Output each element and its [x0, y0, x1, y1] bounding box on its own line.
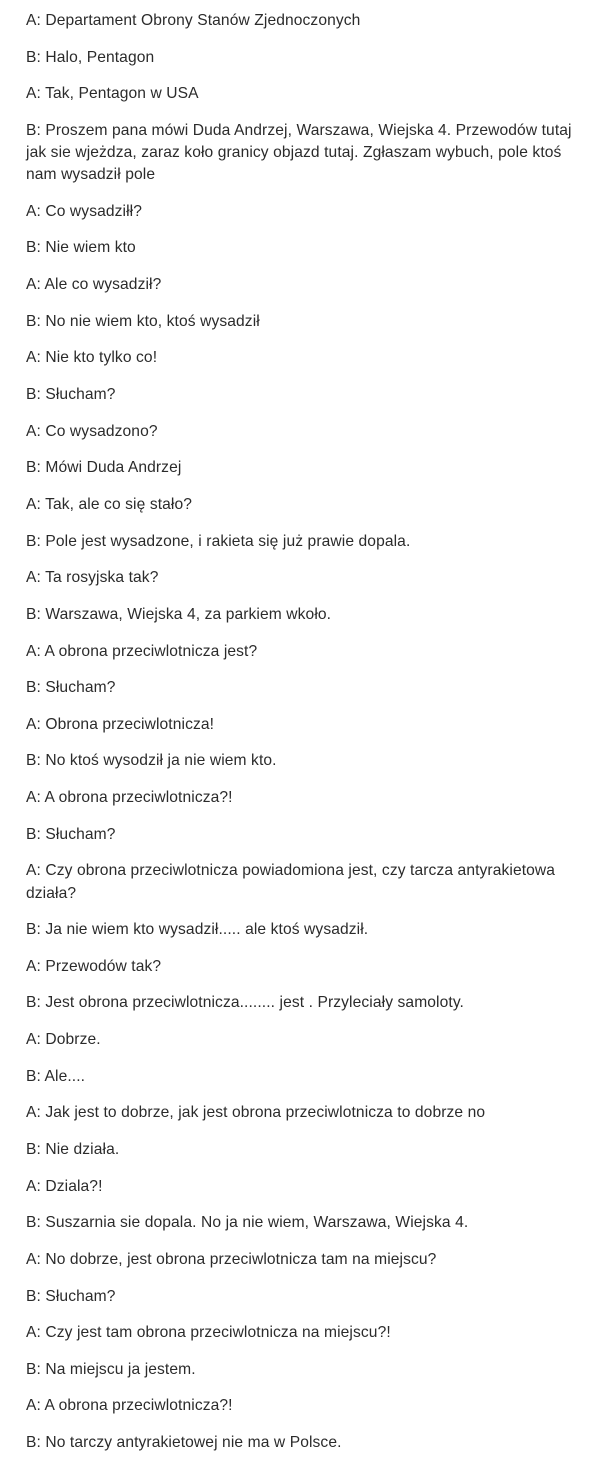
dialogue-line: B: Słucham? [26, 1287, 116, 1305]
dialogue-line: A: No dobrze, jest obrona przeciwlotnicza tam na miejscu? [26, 1250, 437, 1268]
dialogue-line: A: A obrona przeciwlotnicza?! [26, 789, 233, 807]
dialogue-line: B: No ktoś wysodził ja nie wiem kto. [26, 752, 277, 770]
dialogue-line: B: Nie wiem kto [26, 239, 136, 257]
dialogue-line: B: Halo, Pentagon [26, 48, 155, 66]
dialogue-line: B: Mówi Duda Andrzej [26, 459, 182, 477]
dialogue-line: A: Obrona przeciwlotnicza! [26, 715, 215, 733]
dialogue-transcript [26, 10, 578, 1454]
dialogue-line: A: Dziala?! [26, 1177, 103, 1195]
dialogue-line: A: Ta rosyjska tak? [26, 569, 159, 587]
dialogue-line: B: Warszawa, Wiejska 4, za parkiem wkoło. [26, 605, 332, 623]
dialogue-line: A: Tak, Pentagon w USA [26, 85, 199, 103]
dialogue-line: A: A obrona przeciwlotnicza?! [26, 1397, 233, 1415]
dialogue-line: B: Na miejscu ja jestem. [26, 1360, 196, 1378]
dialogue-line: A: Tak, ale co się stało? [26, 495, 193, 513]
dialogue-line: A: Co wysadzono? [26, 422, 158, 440]
dialogue-line: A: Przewodów tak? [26, 957, 162, 975]
dialogue-line: B: Słucham? [26, 825, 116, 843]
dialogue-line: B: No nie wiem kto, ktoś wysadził [26, 312, 260, 330]
dialogue-line: B: Ja nie wiem kto wysadził..... ale ktoś wysadził. [26, 921, 369, 939]
dialogue-line: B: Słucham? [26, 679, 116, 697]
dialogue-line: A: Ale co wysadził? [26, 276, 162, 294]
dialogue-line: A: Dobrze. [26, 1031, 101, 1049]
dialogue-line: A: Co wysadziłł? [26, 202, 142, 220]
dialogue-line: A: Departament Obrony Stanów Zjednoczonych [26, 12, 361, 29]
dialogue-line: B: No tarczy antyrakietowej nie ma w Polsce. [26, 1434, 342, 1452]
dialogue-line: A: Jak jest to dobrze, jak jest obrona przeciwlotnicza to dobrze no [26, 1104, 486, 1122]
dialogue-line: A: A obrona przeciwlotnicza jest? [26, 642, 258, 660]
dialogue-line: B: Proszem pana mówi Duda Andrzej, Warszawa, Wiejska 4. Przewodów tutaj jak sie wjeżdza, zaraz koło granicy objazd tutaj. Zgłaszam wybuch, pole ktoś nam wysadził pole [26, 121, 577, 184]
dialogue-line: A: Nie kto tylko co! [26, 349, 158, 367]
dialogue-line: B: Pole jest wysadzone, i rakieta się już prawie dopala. [26, 532, 411, 550]
dialogue-line: A: Czy obrona przeciwlotnicza powiadomiona jest, czy tarcza antyrakietowa działa? [26, 862, 560, 902]
dialogue-line: B: Suszarnia sie dopala. No ja nie wiem, Warszawa, Wiejska 4. [26, 1214, 469, 1232]
dialogue-line: B: Słucham? [26, 386, 116, 404]
dialogue-line: A: Czy jest tam obrona przeciwlotnicza na miejscu?! [26, 1324, 391, 1342]
dialogue-line: B: Ale.... [26, 1067, 86, 1085]
dialogue-line: B: Jest obrona przeciwlotnicza........ jest . Przyleciały samoloty. [26, 994, 464, 1012]
dialogue-line: B: Nie działa. [26, 1141, 120, 1158]
